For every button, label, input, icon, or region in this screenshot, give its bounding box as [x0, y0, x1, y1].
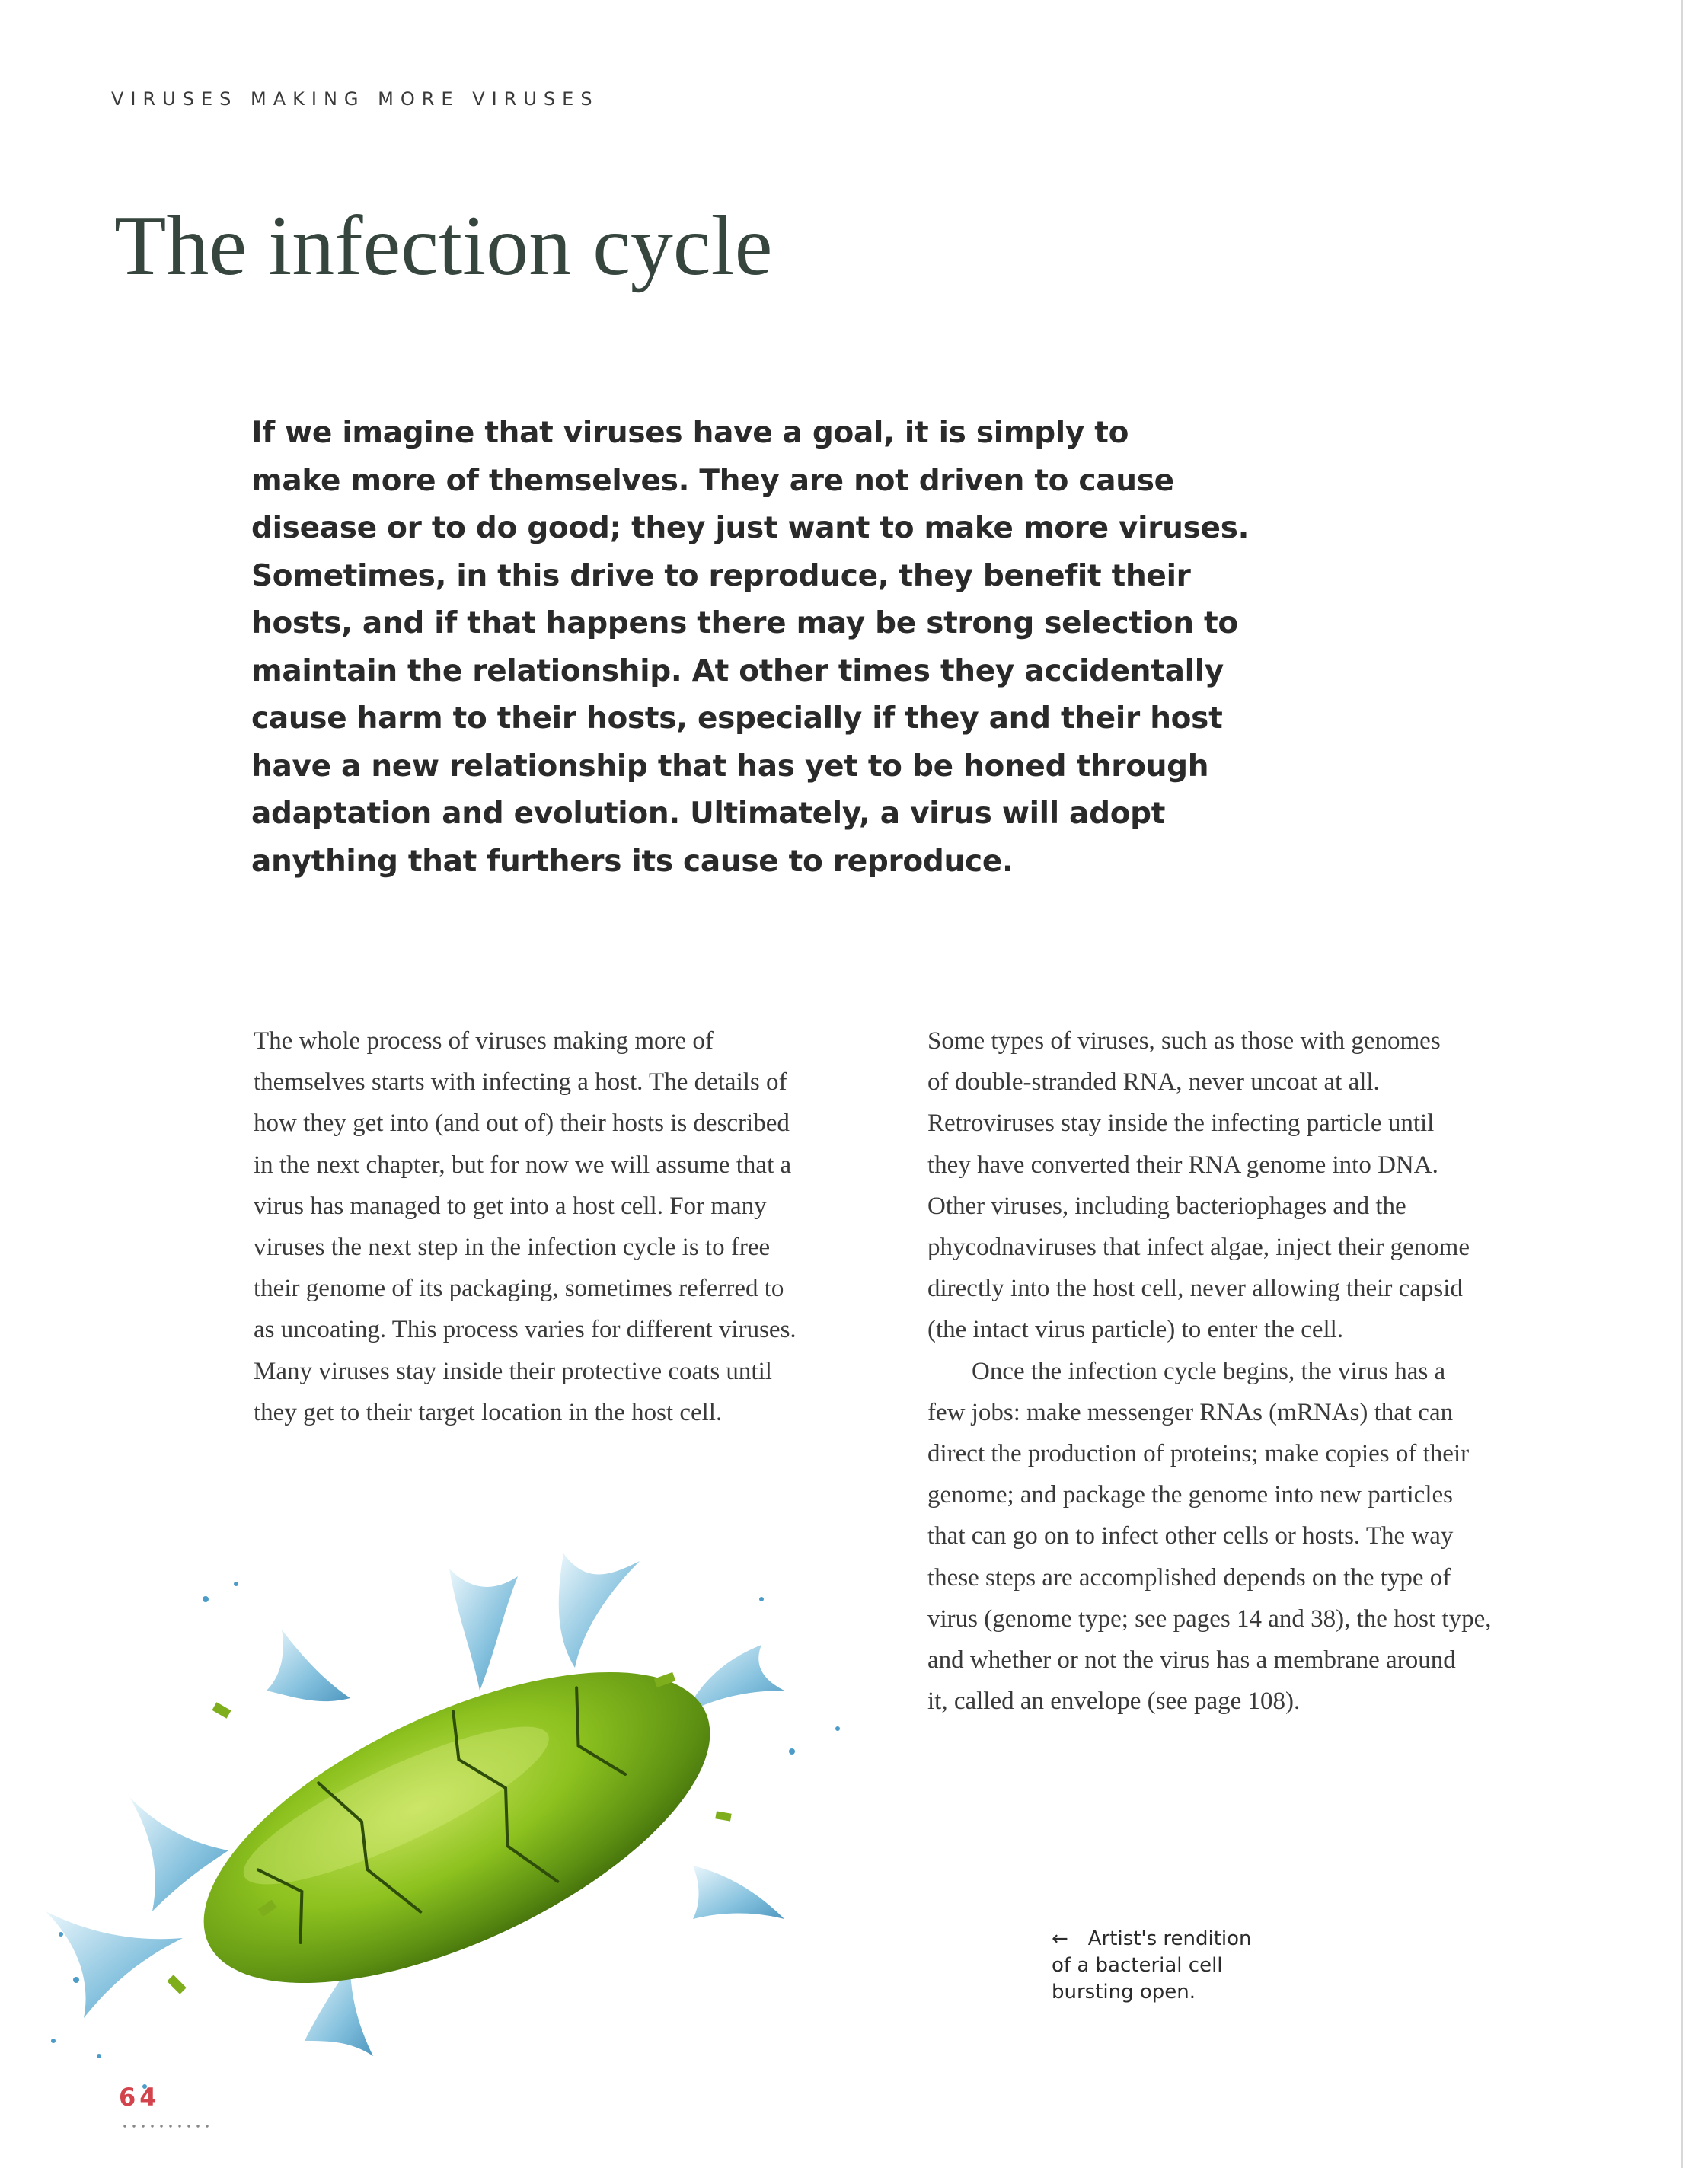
- body-line: direct the production of proteins; make copies of their: [927, 1440, 1470, 1468]
- body-line: that can go on to infect other cells or hosts. The way: [927, 1522, 1454, 1550]
- lead-line: anything that furthers its cause to reproduce.: [251, 844, 1014, 879]
- figure-caption: [1052, 1926, 1252, 2006]
- body-line: virus (genome type; see pages 14 and 38), the host type,: [927, 1604, 1492, 1633]
- lead-line: Sometimes, in this drive to reproduce, they benefit their: [251, 558, 1191, 593]
- body-line: of double-stranded RNA, never uncoat at all.: [927, 1068, 1380, 1097]
- running-head: VIRUSES MAKING MORE VIRUSES: [111, 88, 599, 110]
- body-line: they have converted their RNA genome into DNA.: [927, 1151, 1438, 1179]
- page-number-dots: [120, 2125, 212, 2128]
- body-line: these steps are accomplished depends on the type of: [927, 1563, 1451, 1592]
- lead-line: adaptation and evolution. Ultimately, a virus will adopt: [251, 797, 1166, 831]
- body-line: they get to their target location in the host cell.: [254, 1398, 723, 1426]
- bacterial-cell: [160, 1608, 753, 2047]
- caption-line: [1052, 1926, 1252, 1952]
- body-line: in the next chapter, but for now we will assume that a: [254, 1151, 792, 1179]
- body-column-right: [927, 1020, 1552, 1722]
- lead-line: hosts, and if that happens there may be strong selection to: [251, 606, 1238, 640]
- arrow-left-icon: ←: [1052, 1927, 1068, 1950]
- body-line: few jobs: make messenger RNAs (mRNAs) that can: [927, 1398, 1454, 1426]
- body-line: viruses the next step in the infection cycle is to free: [254, 1234, 771, 1262]
- body-line: Some types of viruses, such as those with genomes: [927, 1027, 1441, 1055]
- body-line: their genome of its packaging, sometimes referred to: [254, 1275, 784, 1303]
- body-column-left: [254, 1020, 878, 1433]
- body-line: (the intact virus particle) to enter the cell.: [927, 1316, 1344, 1344]
- lead-paragraph: [251, 410, 1250, 886]
- body-line: Other viruses, including bacteriophages and the: [927, 1192, 1406, 1220]
- body-line: and whether or not the virus has a membrane around: [927, 1646, 1456, 1675]
- lead-line: If we imagine that viruses have a goal, it is simply to: [251, 416, 1129, 450]
- body-line: it, called an envelope (see page 108).: [927, 1687, 1301, 1716]
- page-number: 64: [119, 2083, 161, 2112]
- lead-line: disease or to do good; they just want to make more viruses.: [251, 511, 1250, 545]
- lead-line: cause harm to their hosts, especially if they and their host: [251, 701, 1223, 736]
- lead-line: make more of themselves. They are not driven to cause: [251, 463, 1174, 498]
- body-line: phycodnaviruses that infect algae, inject their genome: [927, 1234, 1470, 1262]
- caption-line: of a bacterial cell: [1052, 1954, 1223, 1977]
- body-line: directly into the host cell, never allowing their capsid: [927, 1275, 1463, 1303]
- caption-text: Artist's rendition: [1087, 1927, 1252, 1950]
- body-line: Retroviruses stay inside the infecting particle until: [927, 1110, 1435, 1138]
- caption-line: bursting open.: [1052, 1981, 1196, 2004]
- body-line: how they get into (and out of) their hosts is described: [254, 1110, 790, 1138]
- body-line: Many viruses stay inside their protective coats until: [254, 1357, 772, 1385]
- body-line: genome; and package the genome into new particles: [927, 1481, 1453, 1509]
- body-line: as uncoating. This process varies for different viruses.: [254, 1316, 797, 1344]
- page-edge: [1681, 0, 1683, 2168]
- body-line: virus has managed to get into a host cell. For many: [254, 1192, 767, 1220]
- body-line: The whole process of viruses making more of: [254, 1027, 714, 1055]
- body-line: themselves starts with infecting a host. The details of: [254, 1068, 787, 1097]
- lead-line: maintain the relationship. At other times they accidentally: [251, 653, 1224, 688]
- bacterial-cell-illustration: [30, 1508, 876, 2102]
- body-line: Once the infection cycle begins, the virus has a: [972, 1357, 1446, 1385]
- page-title: The infection cycle: [114, 199, 773, 293]
- lead-line: have a new relationship that has yet to be honed through: [251, 749, 1209, 784]
